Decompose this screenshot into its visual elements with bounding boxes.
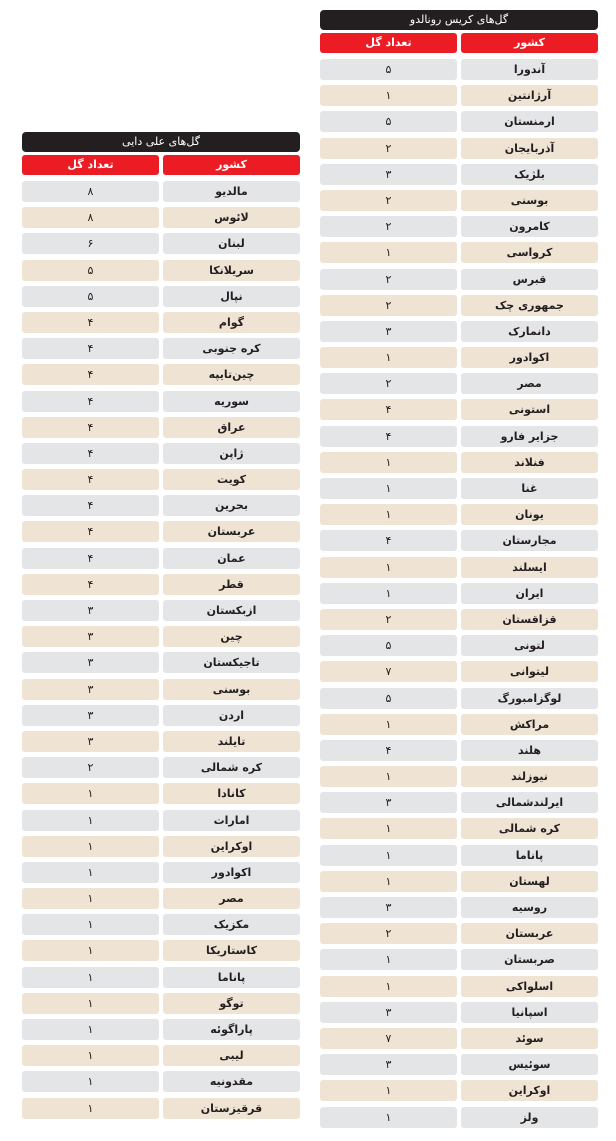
country-cell: یونان [461,504,598,525]
goal-count-cell: ۴ [22,417,159,438]
country-cell: کره جنوبی [163,338,300,359]
table-row [22,626,300,647]
goal-count-cell: ۲ [320,609,457,630]
country-cell: کره شمالی [163,757,300,778]
country-cell: اکوادور [461,347,598,368]
country-cell: کویت [163,469,300,490]
ali-daei-table-title: گل‌های علی دایی [22,132,300,152]
country-cell: مصر [461,373,598,394]
country-cell: مقدونیه [163,1071,300,1092]
table-row [320,792,598,813]
goal-count-cell: ۳ [320,164,457,185]
country-cell: نپال [163,286,300,307]
goal-count-cell: ۴ [22,548,159,569]
table-row [320,530,598,551]
country-cell: لائوس [163,207,300,228]
table-row [320,59,598,80]
table-row [320,504,598,525]
table-row [320,164,598,185]
goal-count-cell: ۳ [22,652,159,673]
table-row [320,373,598,394]
table-row [22,1045,300,1066]
goal-count-cell: ۱ [22,888,159,909]
goal-count-cell: ۴ [320,399,457,420]
country-cell: سوریه [163,391,300,412]
goal-count-cell: ۱ [320,949,457,970]
goal-count-cell: ۱ [320,1107,457,1128]
country-cell: سریلانکا [163,260,300,281]
goal-count-cell: ۱ [22,1045,159,1066]
table-row [22,1071,300,1092]
table-row [22,810,300,831]
goal-count-cell: ۳ [320,321,457,342]
table-row [320,976,598,997]
table-row [320,478,598,499]
goal-count-cell: ۵ [320,688,457,709]
country-cell: مکزیک [163,914,300,935]
table-row [22,783,300,804]
country-cell: روسیه [461,897,598,918]
goal-count-cell: ۳ [22,626,159,647]
goal-count-cell: ۱ [320,1080,457,1101]
country-cell: لیبی [163,1045,300,1066]
table-row [22,888,300,909]
goal-count-cell: ۸ [22,181,159,202]
cristiano-ronaldo-table-title: گل‌های کریس رونالدو [320,10,598,30]
country-cell: پاناما [163,967,300,988]
country-cell: عمان [163,548,300,569]
country-cell: تایلند [163,731,300,752]
table-row [22,181,300,202]
table-row [320,269,598,290]
goal-count-cell: ۳ [22,731,159,752]
table-row [320,1002,598,1023]
country-cell: استونی [461,399,598,420]
table-row [320,897,598,918]
table-row [320,1054,598,1075]
table-row [22,705,300,726]
country-cell: کانادا [163,783,300,804]
goal-count-cell: ۴ [22,495,159,516]
goal-count-cell: ۴ [22,338,159,359]
goal-count-cell: ۱ [22,1071,159,1092]
goal-count-cell: ۴ [320,530,457,551]
table-row [320,138,598,159]
country-cell: غنا [461,478,598,499]
table-row [22,967,300,988]
country-cell: ولز [461,1107,598,1128]
country-cell: آذربایجان [461,138,598,159]
country-cell: گوام [163,312,300,333]
country-cell: ازبکستان [163,600,300,621]
goal-count-cell: ۱ [320,766,457,787]
table-row [22,233,300,254]
country-cell: عربستان [461,923,598,944]
table-row [22,548,300,569]
goal-count-cell: ۱ [320,845,457,866]
table-row [320,216,598,237]
country-cell: تاجیکستان [163,652,300,673]
goal-count-cell: ۴ [22,521,159,542]
country-cell: ارمنستان [461,111,598,132]
table-row [320,1028,598,1049]
goal-count-cell: ۳ [320,792,457,813]
goal-count-cell: ۱ [22,783,159,804]
table-row [320,661,598,682]
goal-count-cell: ۱ [320,504,457,525]
goal-count-cell: ۸ [22,207,159,228]
goal-count-cell: ۱ [320,347,457,368]
country-cell: کامرون [461,216,598,237]
table-row [320,818,598,839]
table-row [320,1080,598,1101]
table-row [22,312,300,333]
table-row [22,364,300,385]
goal-count-cell: ۳ [320,1002,457,1023]
country-cell: دانمارک [461,321,598,342]
country-cell: قزاقستان [461,609,598,630]
country-cell: ژاپن [163,443,300,464]
goal-count-cell: ۱ [320,818,457,839]
table-row [22,862,300,883]
country-cell: مراکش [461,714,598,735]
goal-count-cell: ۵ [320,111,457,132]
goal-count-cell: ۴ [22,574,159,595]
table-row [22,338,300,359]
country-cell: نیوزلند [461,766,598,787]
goal-count-cell: ۷ [320,661,457,682]
goal-count-cell: ۱ [320,452,457,473]
goal-count-cell: ۱ [320,714,457,735]
cristiano-ronaldo-goals-table [320,10,598,1133]
header-goal-count: تعداد گل [22,155,159,175]
table-row [22,1019,300,1040]
table-row [320,766,598,787]
table-row [22,443,300,464]
table-row [22,260,300,281]
header-country: کشور [461,33,598,53]
table-row [320,740,598,761]
country-cell: فنلاند [461,452,598,473]
country-cell: مجارستان [461,530,598,551]
table-row [320,871,598,892]
table-row [320,111,598,132]
goal-count-cell: ۱ [320,557,457,578]
country-cell: اوکراین [163,836,300,857]
country-cell: جزایر فارو [461,426,598,447]
goal-count-cell: ۴ [22,312,159,333]
goal-count-cell: ۱ [320,242,457,263]
table-row [320,949,598,970]
table-row [22,600,300,621]
table-row [320,242,598,263]
country-cell: لیتوانی [461,661,598,682]
cristiano-ronaldo-table-header [320,33,598,53]
goal-count-cell: ۲ [320,269,457,290]
goal-count-cell: ۲ [320,216,457,237]
country-cell: قرقیزستان [163,1098,300,1119]
goal-count-cell: ۲ [22,757,159,778]
table-row [320,583,598,604]
country-cell: بلژیک [461,164,598,185]
table-row [320,1107,598,1128]
table-row [22,574,300,595]
goal-count-cell: ۳ [22,705,159,726]
goal-count-cell: ۲ [320,138,457,159]
country-cell: لوگزامبورگ [461,688,598,709]
table-row [22,679,300,700]
goal-count-cell: ۱ [22,862,159,883]
goal-count-cell: ۴ [320,426,457,447]
header-goal-count: تعداد گل [320,33,457,53]
goal-count-cell: ۴ [22,364,159,385]
country-cell: سوئد [461,1028,598,1049]
country-cell: اکوادور [163,862,300,883]
table-row [22,286,300,307]
cristiano-ronaldo-rows [320,59,598,1128]
country-cell: آندورا [461,59,598,80]
country-cell: چین [163,626,300,647]
goal-count-cell: ۱ [320,85,457,106]
country-cell: اسپانیا [461,1002,598,1023]
country-cell: کره شمالی [461,818,598,839]
country-cell: اردن [163,705,300,726]
country-cell: توگو [163,993,300,1014]
country-cell: لهستان [461,871,598,892]
goal-count-cell: ۶ [22,233,159,254]
country-cell: صربستان [461,949,598,970]
country-cell: امارات [163,810,300,831]
table-row [22,1098,300,1119]
country-cell: عربستان [163,521,300,542]
table-row [22,521,300,542]
table-row [22,940,300,961]
table-row [22,731,300,752]
goal-count-cell: ۱ [320,583,457,604]
table-row [22,836,300,857]
country-cell: لتونی [461,635,598,656]
goal-count-cell: ۱ [22,993,159,1014]
ali-daei-goals-table [22,132,300,1124]
goal-count-cell: ۳ [22,679,159,700]
goal-count-cell: ۲ [320,190,457,211]
table-row [22,495,300,516]
goal-count-cell: ۱ [22,967,159,988]
goal-count-cell: ۷ [320,1028,457,1049]
country-cell: پاراگوئه [163,1019,300,1040]
country-cell: پاناما [461,845,598,866]
country-cell: لبنان [163,233,300,254]
table-row [320,190,598,211]
goal-count-cell: ۴ [22,391,159,412]
table-row [22,207,300,228]
table-row [320,321,598,342]
country-cell: آرژانتین [461,85,598,106]
table-row [320,845,598,866]
goal-count-cell: ۳ [320,1054,457,1075]
table-row [320,714,598,735]
country-cell: بوسنی [163,679,300,700]
table-row [320,295,598,316]
header-country: کشور [163,155,300,175]
goal-count-cell: ۵ [320,59,457,80]
table-row [22,417,300,438]
goal-count-cell: ۳ [320,897,457,918]
country-cell: عراق [163,417,300,438]
table-row [22,391,300,412]
country-cell: ایرلندشمالی [461,792,598,813]
table-row [320,347,598,368]
country-cell: هلند [461,740,598,761]
table-row [22,652,300,673]
table-row [22,993,300,1014]
table-row [320,923,598,944]
goal-count-cell: ۵ [320,635,457,656]
goal-count-cell: ۲ [320,373,457,394]
country-cell: اوکراین [461,1080,598,1101]
goal-count-cell: ۱ [22,1019,159,1040]
country-cell: کرواسی [461,242,598,263]
goal-count-cell: ۱ [320,871,457,892]
goal-count-cell: ۴ [22,443,159,464]
table-row [22,757,300,778]
table-row [320,426,598,447]
table-row [22,914,300,935]
country-cell: مالدیو [163,181,300,202]
table-row [320,609,598,630]
goal-count-cell: ۱ [22,836,159,857]
table-row [320,635,598,656]
country-cell: بحرین [163,495,300,516]
country-cell: اسلواکی [461,976,598,997]
goal-count-cell: ۳ [22,600,159,621]
country-cell: قبرس [461,269,598,290]
goal-count-cell: ۴ [320,740,457,761]
table-row [320,557,598,578]
goal-count-cell: ۱ [320,478,457,499]
goal-count-cell: ۴ [22,469,159,490]
country-cell: مصر [163,888,300,909]
table-row [320,85,598,106]
country-cell: ایسلند [461,557,598,578]
goal-count-cell: ۱ [22,810,159,831]
goal-count-cell: ۱ [320,976,457,997]
goal-count-cell: ۱ [22,914,159,935]
goal-count-cell: ۱ [22,1098,159,1119]
country-cell: سوئیس [461,1054,598,1075]
table-row [320,399,598,420]
country-cell: قطر [163,574,300,595]
goal-count-cell: ۲ [320,295,457,316]
country-cell: جمهوری چک [461,295,598,316]
table-row [320,452,598,473]
country-cell: بوسنی [461,190,598,211]
goal-count-cell: ۱ [22,940,159,961]
goal-count-cell: ۵ [22,286,159,307]
goal-count-cell: ۲ [320,923,457,944]
goal-count-cell: ۵ [22,260,159,281]
country-cell: چین‌تایپه [163,364,300,385]
table-row [320,688,598,709]
country-cell: ایران [461,583,598,604]
ali-daei-rows [22,181,300,1119]
table-row [22,469,300,490]
country-cell: کاستاریکا [163,940,300,961]
ali-daei-table-header [22,155,300,175]
